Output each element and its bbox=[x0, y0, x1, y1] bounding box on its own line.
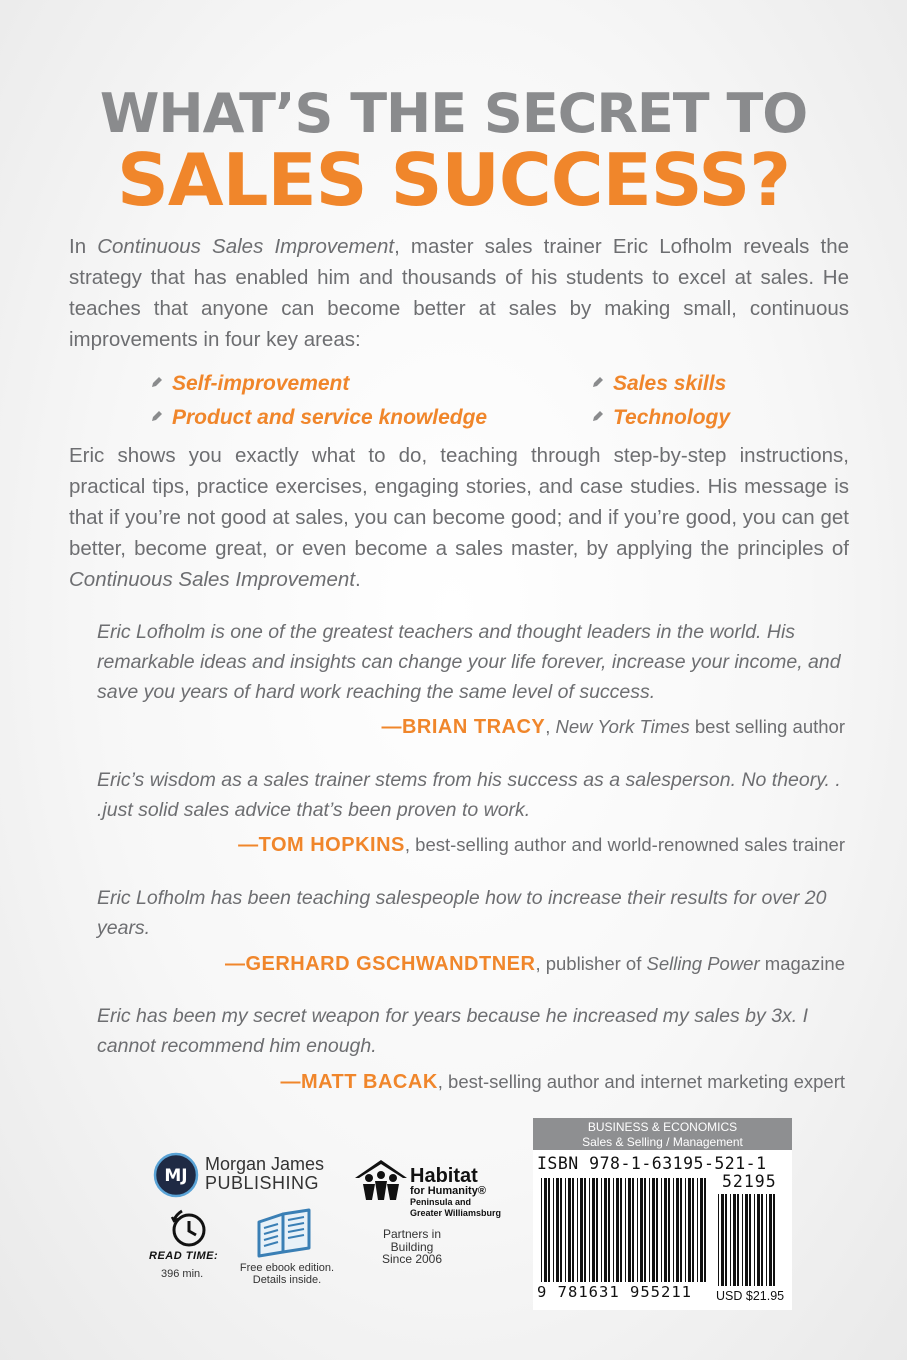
partners-line1: Partners in Building bbox=[382, 1227, 442, 1254]
barcode-bar bbox=[745, 1194, 748, 1286]
body-text: Eric shows you exactly what to do, teaching through step-by-step instructions, practical tips, practice exercises, engaging stories, and case studies. His message is that if you’re not good at sales, you can become good; and if you’re good, you can get better, become great, or even become a sales master, by applying the principles of bbox=[69, 444, 849, 560]
barcode-bar bbox=[556, 1178, 559, 1282]
barcode-bar bbox=[725, 1194, 727, 1286]
testimonial-role-italic: Selling Power bbox=[646, 953, 760, 974]
barcode-bar bbox=[620, 1178, 622, 1282]
habitat-line3: Peninsula and bbox=[410, 1197, 472, 1207]
barcode-bar bbox=[664, 1178, 667, 1282]
habitat-house-icon bbox=[353, 1158, 409, 1202]
barcode-bar bbox=[685, 1178, 686, 1282]
body-paragraph bbox=[69, 440, 849, 595]
intro-after: , master sales trainer Eric Lofholm reveals the strategy that has enabled him and thousands of his students to excel at sales. He teaches that anyone can become better at sales by making small, continuous improvements in four key areas: bbox=[69, 235, 850, 351]
intro-book-title: Continuous Sales Improvement bbox=[97, 235, 395, 258]
barcode-bar bbox=[688, 1178, 691, 1282]
testimonial-quote: Eric has been my secret weapon for years because he increased my sales by 3x. I cannot recommend him enough. bbox=[97, 1005, 809, 1057]
barcode-bar bbox=[548, 1178, 550, 1282]
publisher-name-line1: Morgan James bbox=[205, 1154, 325, 1174]
habitat-partners bbox=[362, 1228, 462, 1266]
key-area-item bbox=[150, 367, 349, 401]
testimonial-role-end: magazine bbox=[759, 953, 845, 974]
barcode-bar bbox=[754, 1194, 755, 1286]
barcode-bar bbox=[616, 1178, 619, 1282]
testimonial-name: —BRIAN TRACY bbox=[381, 716, 546, 738]
testimonial-role: , best-selling author and internet marketing expert bbox=[437, 1071, 845, 1092]
barcode-bar bbox=[742, 1194, 743, 1286]
barcode-bar bbox=[568, 1178, 571, 1282]
morgan-james-logo-icon bbox=[153, 1152, 199, 1198]
barcode-bar bbox=[692, 1178, 694, 1282]
key-area-item bbox=[591, 401, 730, 435]
testimonial-role: , best-selling author and world-renowned sales trainer bbox=[404, 834, 845, 855]
headline-line1: WHAT’S THE SECRET TO bbox=[99, 82, 808, 145]
barcode-bar bbox=[757, 1194, 760, 1286]
barcode-bar bbox=[649, 1178, 650, 1282]
testimonial-quote: Eric Lofholm has been teaching salespeople how to increase their results for over 20 years. bbox=[97, 887, 827, 939]
barcode-bar bbox=[604, 1178, 607, 1282]
barcode-bar bbox=[608, 1178, 610, 1282]
isbn-barcode bbox=[541, 1178, 709, 1282]
barcode-bar bbox=[632, 1178, 634, 1282]
category-line2: Sales & Selling / Management bbox=[582, 1135, 743, 1149]
barcode-bar bbox=[613, 1178, 614, 1282]
barcode-bar bbox=[697, 1178, 698, 1282]
key-area-item bbox=[591, 367, 726, 401]
barcode-bar bbox=[592, 1178, 595, 1282]
testimonial-attribution bbox=[280, 1068, 845, 1096]
barcode-bar bbox=[761, 1194, 763, 1286]
testimonial-attribution bbox=[381, 713, 845, 741]
publisher-name-line2: PUBLISHING bbox=[205, 1173, 320, 1193]
barcode-bar bbox=[544, 1178, 547, 1282]
testimonial-quote: Eric’s wisdom as a sales trainer stems from his success as a salesperson. No theory. . .just solid sales advice that’s been proven to work. bbox=[97, 769, 841, 821]
barcode-bar bbox=[773, 1194, 775, 1286]
barcode-bar bbox=[704, 1178, 706, 1282]
barcode-bar bbox=[589, 1178, 590, 1282]
barcode-bar bbox=[721, 1194, 724, 1286]
barcode-bar bbox=[553, 1178, 554, 1282]
key-area-item bbox=[150, 401, 487, 435]
barcode-bar bbox=[661, 1178, 662, 1282]
morgan-james-logo-letters: MJ bbox=[164, 1166, 188, 1186]
barcode-bar bbox=[541, 1178, 542, 1282]
barcode-bar bbox=[668, 1178, 670, 1282]
pencil-icon bbox=[150, 409, 164, 423]
body-book-title: Continuous Sales Improvement bbox=[69, 568, 356, 591]
key-area-label: Self-improvement bbox=[172, 372, 350, 395]
intro-before: In bbox=[69, 235, 98, 258]
testimonial-role-italic: New York Times bbox=[555, 716, 690, 737]
testimonial-role-end: best selling author bbox=[689, 716, 845, 737]
headline-line2: SALES SUCCESS? bbox=[117, 138, 790, 222]
testimonial-name: —MATT BACAK bbox=[280, 1071, 438, 1093]
barcode-bar bbox=[577, 1178, 578, 1282]
ebook-note bbox=[236, 1262, 338, 1286]
barcode-bar bbox=[769, 1194, 772, 1286]
barcode-bar bbox=[601, 1178, 602, 1282]
partners-line2: Since 2006 bbox=[381, 1252, 443, 1266]
barcode-bar bbox=[596, 1178, 598, 1282]
testimonial-name: —TOM HOPKINS bbox=[238, 834, 405, 856]
barcode-bar bbox=[572, 1178, 574, 1282]
habitat-name bbox=[410, 1167, 501, 1219]
testimonial-quote: Eric Lofholm is one of the greatest teachers and thought leaders in the world. His remarkable ideas and insights can change your life forever, increase your income, and save you years of hard work reaching the same level of success. bbox=[97, 621, 841, 703]
read-time-label: READ TIME: bbox=[149, 1250, 219, 1262]
pencil-icon bbox=[150, 375, 164, 389]
ebook-line1: Free ebook edition. bbox=[239, 1262, 335, 1274]
testimonial-name: —GERHARD GSCHWANDTNER bbox=[224, 953, 536, 975]
key-area-label: Technology bbox=[613, 406, 731, 429]
barcode-bar bbox=[644, 1178, 646, 1282]
category-line1: BUSINESS & ECONOMICS bbox=[587, 1120, 738, 1134]
habitat-line4: Greater Williamsburg bbox=[410, 1208, 501, 1218]
barcode-bar bbox=[673, 1178, 674, 1282]
barcode-bar bbox=[730, 1194, 731, 1286]
barcode-bar bbox=[565, 1178, 566, 1282]
barcode-bar bbox=[652, 1178, 655, 1282]
barcode-bar bbox=[737, 1194, 739, 1286]
publisher-name bbox=[205, 1155, 324, 1193]
key-areas-list bbox=[150, 367, 790, 437]
barcode-bar bbox=[676, 1178, 679, 1282]
price-label: USD $21.95 bbox=[716, 1289, 785, 1303]
barcode-bar bbox=[625, 1178, 626, 1282]
ebook-icon bbox=[255, 1208, 313, 1258]
barcode-bar bbox=[628, 1178, 631, 1282]
clock-icon bbox=[170, 1208, 208, 1248]
price-barcode bbox=[718, 1194, 780, 1286]
read-time-value: 396 min. bbox=[161, 1268, 204, 1280]
barcode-bar bbox=[680, 1178, 682, 1282]
barcode-digits: 9 781631 955211 bbox=[537, 1283, 692, 1301]
category-label bbox=[533, 1118, 792, 1150]
barcode-bar bbox=[718, 1194, 719, 1286]
barcode-bar bbox=[580, 1178, 583, 1282]
body-end: . bbox=[355, 568, 361, 591]
isbn-text: ISBN 978-1-63195-521-1 bbox=[537, 1154, 767, 1173]
ebook-line2: Details inside. bbox=[252, 1274, 322, 1286]
habitat-line2: for Humanity® bbox=[410, 1185, 486, 1197]
barcode-bar bbox=[584, 1178, 586, 1282]
key-area-label: Product and service knowledge bbox=[172, 406, 488, 429]
testimonial-role: , publisher of bbox=[535, 953, 647, 974]
barcode-bar bbox=[766, 1194, 767, 1286]
price-code: 52195 bbox=[722, 1172, 777, 1191]
testimonial-attribution bbox=[225, 950, 845, 978]
barcode-bar bbox=[749, 1194, 751, 1286]
pencil-icon bbox=[591, 375, 605, 389]
barcode-bar bbox=[700, 1178, 703, 1282]
barcode-bar bbox=[733, 1194, 736, 1286]
pencil-icon bbox=[591, 409, 605, 423]
barcode-bar bbox=[560, 1178, 562, 1282]
key-area-label: Sales skills bbox=[613, 372, 727, 395]
habitat-title: Habitat bbox=[410, 1165, 478, 1187]
testimonial-role: , bbox=[545, 716, 556, 737]
testimonial-attribution bbox=[238, 831, 845, 859]
intro-paragraph bbox=[69, 231, 849, 355]
barcode-bar bbox=[640, 1178, 643, 1282]
barcode-bar bbox=[656, 1178, 658, 1282]
barcode-bar bbox=[637, 1178, 638, 1282]
